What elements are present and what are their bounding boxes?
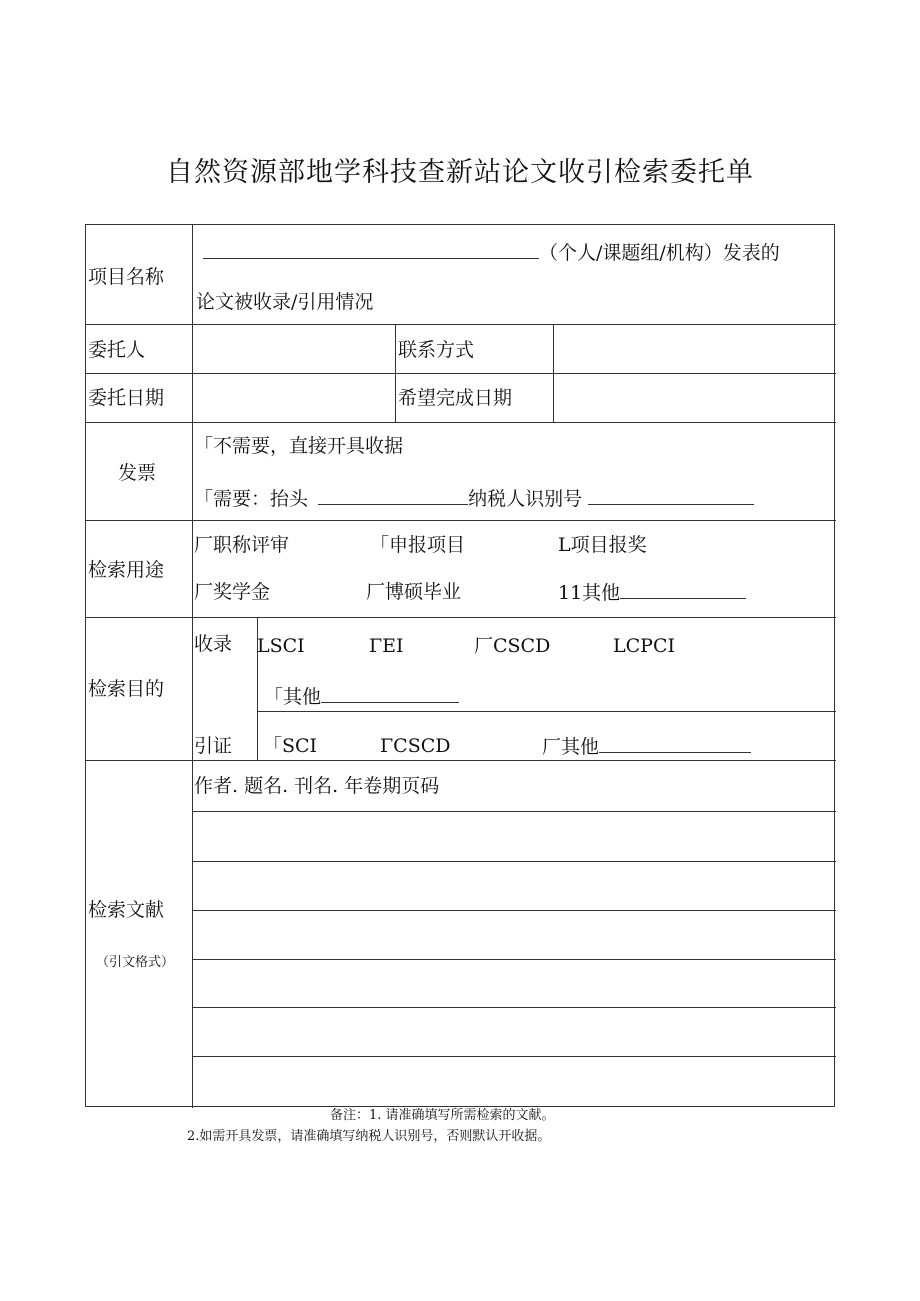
- literature-line-1[interactable]: [193, 812, 836, 861]
- literature-line-3[interactable]: [193, 911, 836, 959]
- literature-line-2[interactable]: [193, 862, 836, 910]
- purpose-label: 检索用途: [88, 559, 165, 581]
- invoice-option-yes-label[interactable]: 「需要：抬头: [194, 488, 309, 510]
- date-label: 委托日期: [88, 387, 165, 409]
- indexed-sci[interactable]: LSCI: [257, 635, 305, 657]
- purpose-scholarship[interactable]: 厂奖学金: [194, 581, 271, 603]
- purpose-project-award[interactable]: L项目报奖: [558, 534, 647, 556]
- date-field[interactable]: [193, 374, 395, 422]
- invoice-label: 发票: [118, 462, 157, 484]
- purpose-other: [558, 581, 746, 604]
- target-label: 检索目的: [88, 678, 165, 700]
- purpose-title-review[interactable]: 厂职称评审: [194, 534, 290, 556]
- literature-line-6[interactable]: [193, 1057, 836, 1107]
- literature-line-4[interactable]: [193, 960, 836, 1007]
- literature-line-5[interactable]: [193, 1008, 836, 1056]
- invoice-header-field[interactable]: [318, 487, 468, 505]
- indexed-cscd[interactable]: 厂CSCD: [474, 635, 551, 657]
- expected-date-label: 希望完成日期: [398, 387, 513, 409]
- cited-cscd[interactable]: ΓCSCD: [380, 735, 451, 757]
- indexed-ei[interactable]: ΓEI: [369, 635, 404, 657]
- indexed-cpci[interactable]: LCPCI: [613, 635, 675, 657]
- indexed-other-label[interactable]: 「其他: [264, 686, 322, 708]
- purpose-other-field[interactable]: [620, 581, 746, 599]
- note-line-2: 2.如需开具发票，请准确填写纳税人识别号，否则默认开收据。: [187, 1129, 551, 1144]
- cited-other-label[interactable]: 厂其他: [542, 736, 600, 758]
- request-form: [85, 224, 835, 1107]
- expected-date-field[interactable]: [554, 374, 836, 422]
- project-line2: 论文被收录/引用情况: [196, 291, 374, 313]
- page-title: 自然资源部地学科技查新站论文收引检索委托单: [166, 157, 754, 188]
- literature-sublabel: （引文格式）: [96, 955, 175, 970]
- client-label: 委托人: [88, 339, 146, 361]
- cited-other-field[interactable]: [599, 735, 751, 753]
- indexed-other: [264, 685, 459, 708]
- note-line-1: 备注：1. 请准确填写所需检索的文献。: [330, 1108, 555, 1123]
- purpose-graduation[interactable]: 厂博硕毕业: [366, 581, 462, 603]
- invoice-option-yes: [194, 487, 754, 510]
- purpose-project-application[interactable]: 「申报项目: [370, 534, 466, 556]
- contact-field[interactable]: [554, 325, 836, 373]
- indexed-other-field[interactable]: [321, 685, 459, 703]
- tax-id-label: 纳税人识别号: [468, 488, 583, 510]
- tax-id-field[interactable]: [588, 487, 754, 505]
- cited-label: 引证: [194, 735, 233, 757]
- literature-label: 检索文献: [88, 899, 165, 921]
- contact-label: 联系方式: [398, 339, 475, 361]
- cited-sci[interactable]: 「SCI: [263, 735, 318, 757]
- project-label: 项目名称: [88, 266, 165, 288]
- invoice-option-no[interactable]: 「不需要，直接开具收据: [194, 435, 404, 457]
- project-name-field[interactable]: [203, 241, 539, 259]
- literature-header: 作者. 题名. 刊名. 年卷期页码: [194, 775, 440, 797]
- project-scope-text: （个人/课题组/机构）发表的: [539, 242, 780, 264]
- client-field[interactable]: [193, 325, 395, 373]
- cited-other: [542, 735, 751, 758]
- purpose-other-label[interactable]: 11其他: [558, 582, 621, 604]
- project-line1: [203, 241, 780, 264]
- indexed-label: 收录: [194, 633, 233, 655]
